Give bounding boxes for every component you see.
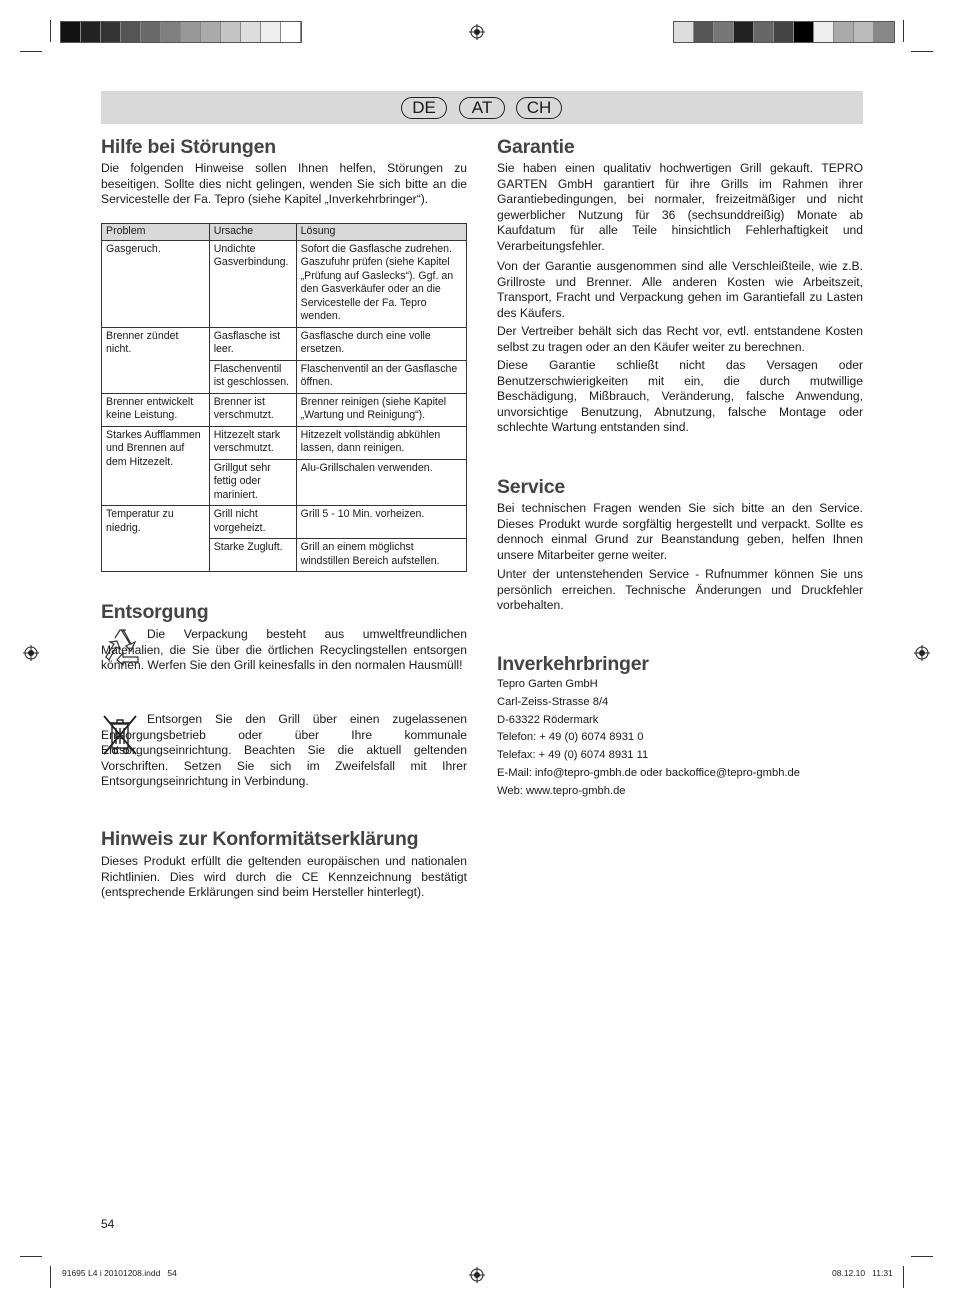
color-bar-left (60, 21, 302, 43)
date-slug: 08.12.10 11:31 (832, 1268, 893, 1278)
distributor-heading: Inverkehrbringer (497, 653, 649, 675)
table-cell-solution: Brenner reinigen (siehe Kapitel „Wartung und Reinigung“). (296, 393, 466, 426)
crop-mark (50, 1266, 51, 1288)
table-cell-cause: Brenner ist verschmutzt. (209, 393, 296, 426)
table-cell-cause: Undichte Gasverbindung. (209, 240, 296, 327)
troubleshooting-intro: Die folgenden Hinweise sollen Ihnen helfen, Störungen zu beseitigen. Sollte dies nicht gelingen, wenden Sie sich bitte an die Servicestelle der Fa. Tepro (siehe Kapitel „Inverkehrbringer“). (101, 161, 467, 207)
conformity-heading: Hinweis zur Konformitätserklärung (101, 828, 419, 850)
table-cell-problem: Brenner zündet nicht. (102, 327, 210, 393)
distributor-street: Carl-Zeiss-Strasse 8/4 (497, 695, 609, 708)
language-badge-ch: CH (516, 97, 562, 119)
table-cell-cause: Grillgut sehr fettig oder mariniert. (209, 459, 296, 506)
table-cell-problem: Brenner entwickelt keine Leistung. (102, 393, 210, 426)
service-paragraph: Unter der untenstehenden Service - Rufnummer können Sie uns persönlich erreichen. Technische Änderungen und Druckfehler vorbehalten. (497, 567, 863, 613)
file-slug: 91695 L4 i 20101208.indd 54 (62, 1268, 177, 1278)
registration-mark-icon (23, 645, 39, 661)
page-number: 54 (101, 1217, 115, 1231)
distributor-company: Tepro Garten GmbH (497, 678, 598, 690)
disposal-heading: Entsorgung (101, 601, 209, 623)
table-cell-solution: Alu-Grillschalen verwenden. (296, 459, 466, 506)
table-cell-solution: Grill an einem möglichst windstillen Bereich aufstellen. (296, 539, 466, 572)
crop-mark (911, 1256, 933, 1257)
distributor-web: Web: www.tepro-gmbh.de (497, 784, 626, 797)
warranty-paragraph: Sie haben einen qualitativ hochwertigen Grill gekauft. TEPRO GARTEN GmbH garantiert für ihre Grills im Rahmen ihrer Garantiebedingungen, bei normaler, freizeitmäßiger und nicht gewerblicher Nutzung für 36 (sechsunddreißig) Monate ab Kaufdatum für alle Teile hinsichtlich Fehlerhaftigkeit und Verarbeitungsfehler. (497, 161, 863, 253)
language-badge-at: AT (459, 97, 505, 119)
bin-disposal-text: Entsorgen Sie den Grill über einen zugelassenen Entsorgungsbetrieb oder über Ihre kommunale Entsorgungseinrichtung. Beachten Sie die aktuell geltenden Vorschriften. Setzen Sie sich im Zweifelsfall mit Ihrer Entsorgungseinrichtung in Verbindung. (101, 712, 467, 789)
crop-mark (50, 20, 51, 42)
table-row (102, 506, 467, 539)
table-cell-cause: Starke Zugluft. (209, 539, 296, 572)
crop-mark (20, 1256, 42, 1257)
conformity-text: Dieses Produkt erfüllt die geltenden europäischen und nationalen Richtlinien. Dies wird durch die CE Kennzeichnung bestätigt (entsprechende Erklärungen sind beim Hersteller hinterlegt). (101, 854, 467, 900)
table-cell-cause: Gasflasche ist leer. (209, 327, 296, 360)
warranty-paragraph: Diese Garantie schließt nicht das Versagen oder Benutzerschwierigkeiten mit ein, die durch mutwillige Beschädigung, Mißbrauch, Veränderung, falsche Anwendung, unvorsichtige Benutzung, Abnutzung, falsche Montage oder schlechte Wartung entstanden sind. (497, 358, 863, 435)
registration-mark-icon (914, 645, 930, 661)
distributor-fax: Telefax: + 49 (0) 6074 8931 11 (497, 749, 649, 762)
registration-mark-icon (469, 24, 485, 40)
warranty-paragraph: Der Vertreiber behält sich das Recht vor, evtl. entstandene Kosten selbst zu tragen oder an den Käufer weiter zu berechnen. (497, 324, 863, 354)
table-cell-solution: Grill 5 - 10 Min. vorheizen. (296, 506, 466, 539)
table-header-problem: Problem (102, 224, 210, 241)
table-header-solution: Lösung (296, 224, 466, 241)
table-cell-problem: Starkes Aufflammen und Brennen auf dem Hitzezelt. (102, 426, 210, 506)
warranty-paragraph: Von der Garantie ausgenommen sind alle Verschleißteile, wie z.B. Grillroste und Brenner. Alle anderen Kosten wie Arbeitszeit, Transport, Fracht und Verpackung gehen im Garantiefall zu Lasten des Käufers. (497, 259, 863, 320)
service-paragraph: Bei technischen Fragen wenden Sie sich bitte an den Service. Dieses Produkt wurde sorgfältig hergestellt und verpackt. Sollte es dennoch einmal Grund zur Beanstandung geben, helfen Ihnen unsere Mitarbeiter gerne weiter. (497, 501, 863, 562)
table-cell-problem: Gasgeruch. (102, 240, 210, 327)
registration-mark-icon (469, 1267, 485, 1283)
table-cell-solution: Flaschenventil an der Gasflasche öffnen. (296, 360, 466, 393)
table-cell-solution: Sofort die Gasflasche zudrehen. Gaszufuhr prüfen (siehe Kapitel „Prüfung auf Gaslecks“). Ggf. an den Gasverkäufer oder an die Servicestelle der Fa. Tepro wenden. (296, 240, 466, 327)
crop-mark (903, 20, 904, 42)
table-row (102, 327, 467, 360)
table-row (102, 393, 467, 426)
table-cell-solution: Hitzezelt vollständig abkühlen lassen, dann reinigen. (296, 426, 466, 459)
distributor-phone: Telefon: + 49 (0) 6074 8931 0 (497, 731, 644, 744)
color-bar-right (673, 21, 895, 43)
table-row (102, 426, 467, 459)
crop-mark (20, 51, 42, 52)
language-badge-de: DE (401, 97, 447, 119)
table-row (102, 240, 467, 327)
troubleshooting-heading: Hilfe bei Störungen (101, 136, 276, 158)
table-cell-cause: Hitzezelt stark verschmutzt. (209, 426, 296, 459)
crop-mark (911, 51, 933, 52)
distributor-email: E-Mail: info@tepro-gmbh.de oder backoffice@tepro-gmbh.de (497, 766, 800, 779)
table-cell-problem: Temperatur zu niedrig. (102, 506, 210, 572)
warranty-heading: Garantie (497, 136, 575, 158)
table-cell-cause: Flaschenventil ist geschlossen. (209, 360, 296, 393)
distributor-city: D-63322 Rödermark (497, 713, 599, 726)
table-header-cause: Ursache (209, 224, 296, 241)
service-heading: Service (497, 476, 565, 498)
table-cell-solution: Gasflasche durch eine volle ersetzen. (296, 327, 466, 360)
table-cell-cause: Grill nicht vorgeheizt. (209, 506, 296, 539)
crop-mark (903, 1266, 904, 1288)
troubleshooting-table (101, 223, 467, 572)
distributor-address (497, 676, 863, 801)
recycling-text: Die Verpackung besteht aus umweltfreundlichen Materialien, die Sie über die örtlichen Recyclingstellen entsorgen können. Werfen Sie den Grill keinesfalls in den normalen Hausmüll! (101, 627, 467, 673)
table-header-row (102, 224, 467, 241)
